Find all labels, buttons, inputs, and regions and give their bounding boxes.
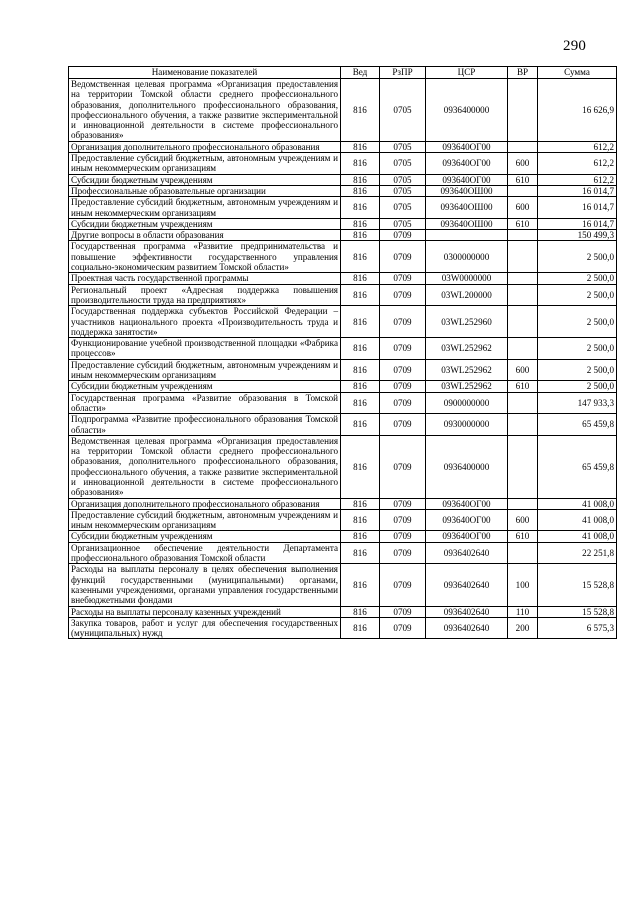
cell-name: Профессиональные образовательные организации bbox=[69, 185, 341, 196]
cell-csr: 03WL252960 bbox=[426, 306, 508, 338]
cell-name: Региональный проект «Адресная поддержка повышения производительности труда на предприятиях» bbox=[69, 284, 341, 306]
cell-csr: 093640ОГ00 bbox=[426, 153, 508, 175]
cell-vr: 600 bbox=[508, 359, 538, 381]
cell-name: Предоставление субсидий бюджетным, автономным учреждениям и иным некоммерческим организациям bbox=[69, 509, 341, 531]
cell-sum: 16 626,9 bbox=[538, 79, 617, 142]
cell-name: Ведомственная целевая программа «Организация предоставления на территории Томской области среднего профессионального образования, дополнительного профессионального образования, профессионального обучения, а также развитие экспериментальной и инновационной деятельности в системе профессионального образования» bbox=[69, 435, 341, 498]
cell-csr: 03WL252962 bbox=[426, 359, 508, 381]
cell-name: Закупка товаров, работ и услуг для обеспечения государственных (муниципальных) нужд bbox=[69, 617, 341, 639]
cell-name: Функционирование учебной производственной площадки «Фабрика процессов» bbox=[69, 338, 341, 360]
cell-ved: 816 bbox=[341, 414, 380, 436]
cell-sum: 2 500,0 bbox=[538, 306, 617, 338]
cell-ved: 816 bbox=[341, 435, 380, 498]
cell-rzpr: 0709 bbox=[380, 381, 426, 392]
cell-rzpr: 0705 bbox=[380, 141, 426, 152]
table-row bbox=[69, 606, 617, 617]
cell-vr: 600 bbox=[508, 509, 538, 531]
cell-name: Расходы на выплаты персоналу в целях обеспечения выполнения функций государственными (муниципальными) органами, казенными учреждениями, органами управления государственными внебюджетными фондами bbox=[69, 564, 341, 606]
cell-rzpr: 0709 bbox=[380, 606, 426, 617]
cell-sum: 15 528,8 bbox=[538, 606, 617, 617]
cell-name: Государственная программа «Развитие образования в Томской области» bbox=[69, 392, 341, 414]
table-row bbox=[69, 185, 617, 196]
cell-rzpr: 0709 bbox=[380, 359, 426, 381]
cell-sum: 612,2 bbox=[538, 153, 617, 175]
cell-vr: 600 bbox=[508, 197, 538, 219]
cell-sum: 2 500,0 bbox=[538, 338, 617, 360]
cell-vr bbox=[508, 284, 538, 306]
cell-csr: 03WL252962 bbox=[426, 338, 508, 360]
cell-rzpr: 0709 bbox=[380, 509, 426, 531]
cell-vr: 200 bbox=[508, 617, 538, 639]
table-row bbox=[69, 174, 617, 185]
cell-ved: 816 bbox=[341, 273, 380, 284]
table-row bbox=[69, 79, 617, 142]
cell-sum: 16 014,7 bbox=[538, 185, 617, 196]
cell-sum: 16 014,7 bbox=[538, 197, 617, 219]
cell-sum: 2 500,0 bbox=[538, 284, 617, 306]
header-rzpr: РзПР bbox=[380, 67, 426, 79]
table-row bbox=[69, 230, 617, 241]
cell-vr bbox=[508, 392, 538, 414]
header-vr: ВР bbox=[508, 67, 538, 79]
cell-vr bbox=[508, 273, 538, 284]
cell-csr bbox=[426, 230, 508, 241]
cell-ved: 816 bbox=[341, 197, 380, 219]
cell-sum: 612,2 bbox=[538, 174, 617, 185]
cell-ved: 816 bbox=[341, 542, 380, 564]
cell-csr: 093640ОГ00 bbox=[426, 141, 508, 152]
cell-rzpr: 0709 bbox=[380, 531, 426, 542]
cell-ved: 816 bbox=[341, 306, 380, 338]
cell-csr: 0936402640 bbox=[426, 617, 508, 639]
cell-sum: 41 008,0 bbox=[538, 498, 617, 509]
cell-csr: 0936402640 bbox=[426, 542, 508, 564]
cell-sum: 16 014,7 bbox=[538, 218, 617, 229]
cell-vr: 100 bbox=[508, 564, 538, 606]
header-sum: Сумма bbox=[538, 67, 617, 79]
cell-name: Организация дополнительного профессионального образования bbox=[69, 498, 341, 509]
cell-rzpr: 0709 bbox=[380, 273, 426, 284]
table-body bbox=[69, 79, 617, 639]
cell-sum: 65 459,8 bbox=[538, 414, 617, 436]
table-row bbox=[69, 273, 617, 284]
cell-ved: 816 bbox=[341, 509, 380, 531]
cell-vr bbox=[508, 306, 538, 338]
cell-rzpr: 0705 bbox=[380, 218, 426, 229]
cell-name: Организация дополнительного профессионального образования bbox=[69, 141, 341, 152]
table-row bbox=[69, 359, 617, 381]
cell-sum: 41 008,0 bbox=[538, 509, 617, 531]
cell-sum: 2 500,0 bbox=[538, 381, 617, 392]
cell-ved: 816 bbox=[341, 218, 380, 229]
cell-sum: 612,2 bbox=[538, 141, 617, 152]
cell-vr: 610 bbox=[508, 174, 538, 185]
cell-csr: 093640ОШ00 bbox=[426, 218, 508, 229]
cell-vr bbox=[508, 498, 538, 509]
cell-name: Субсидии бюджетным учреждениям bbox=[69, 531, 341, 542]
cell-ved: 816 bbox=[341, 359, 380, 381]
header-csr: ЦСР bbox=[426, 67, 508, 79]
cell-rzpr: 0709 bbox=[380, 435, 426, 498]
cell-ved: 816 bbox=[341, 338, 380, 360]
cell-csr: 0900000000 bbox=[426, 392, 508, 414]
cell-sum: 65 459,8 bbox=[538, 435, 617, 498]
cell-sum: 41 008,0 bbox=[538, 531, 617, 542]
cell-csr: 0930000000 bbox=[426, 414, 508, 436]
cell-rzpr: 0709 bbox=[380, 306, 426, 338]
cell-rzpr: 0709 bbox=[380, 392, 426, 414]
cell-csr: 0936400000 bbox=[426, 435, 508, 498]
cell-rzpr: 0705 bbox=[380, 197, 426, 219]
cell-csr: 03WL200000 bbox=[426, 284, 508, 306]
cell-csr: 093640ОШ00 bbox=[426, 185, 508, 196]
cell-vr bbox=[508, 79, 538, 142]
table-row bbox=[69, 392, 617, 414]
cell-vr bbox=[508, 141, 538, 152]
cell-name: Субсидии бюджетным учреждениям bbox=[69, 218, 341, 229]
cell-ved: 816 bbox=[341, 141, 380, 152]
table-row bbox=[69, 284, 617, 306]
cell-sum: 22 251,8 bbox=[538, 542, 617, 564]
table-row bbox=[69, 531, 617, 542]
cell-vr bbox=[508, 241, 538, 273]
cell-csr: 0936402640 bbox=[426, 606, 508, 617]
table-row bbox=[69, 241, 617, 273]
cell-rzpr: 0705 bbox=[380, 185, 426, 196]
cell-rzpr: 0705 bbox=[380, 79, 426, 142]
table-row bbox=[69, 153, 617, 175]
cell-ved: 816 bbox=[341, 498, 380, 509]
cell-vr bbox=[508, 542, 538, 564]
cell-vr bbox=[508, 230, 538, 241]
cell-rzpr: 0709 bbox=[380, 230, 426, 241]
cell-rzpr: 0709 bbox=[380, 241, 426, 273]
cell-name: Субсидии бюджетным учреждениям bbox=[69, 174, 341, 185]
cell-csr: 093640ОШ00 bbox=[426, 197, 508, 219]
cell-csr: 093640ОГ00 bbox=[426, 174, 508, 185]
page-number: 290 bbox=[563, 38, 587, 54]
table-row bbox=[69, 414, 617, 436]
cell-ved: 816 bbox=[341, 617, 380, 639]
cell-rzpr: 0709 bbox=[380, 564, 426, 606]
table-row bbox=[69, 381, 617, 392]
cell-ved: 816 bbox=[341, 185, 380, 196]
cell-csr: 0936400000 bbox=[426, 79, 508, 142]
cell-vr bbox=[508, 338, 538, 360]
cell-csr: 093640ОГ00 bbox=[426, 498, 508, 509]
cell-name: Подпрограмма «Развитие профессионального образования Томской области» bbox=[69, 414, 341, 436]
cell-name: Проектная часть государственной программы bbox=[69, 273, 341, 284]
cell-ved: 816 bbox=[341, 241, 380, 273]
table-row bbox=[69, 509, 617, 531]
table-row bbox=[69, 498, 617, 509]
cell-name: Другие вопросы в области образования bbox=[69, 230, 341, 241]
cell-sum: 2 500,0 bbox=[538, 273, 617, 284]
cell-vr: 610 bbox=[508, 381, 538, 392]
cell-ved: 816 bbox=[341, 153, 380, 175]
cell-sum: 2 500,0 bbox=[538, 241, 617, 273]
cell-sum: 147 933,3 bbox=[538, 392, 617, 414]
cell-name: Предоставление субсидий бюджетным, автономным учреждениям и иным некоммерческим организациям bbox=[69, 153, 341, 175]
cell-ved: 816 bbox=[341, 284, 380, 306]
cell-rzpr: 0709 bbox=[380, 617, 426, 639]
table-row bbox=[69, 617, 617, 639]
cell-name: Государственная программа «Развитие предпринимательства и повышение эффективности государственного управления социально-экономическим развитием Томской области» bbox=[69, 241, 341, 273]
cell-csr: 0936402640 bbox=[426, 564, 508, 606]
table-row bbox=[69, 218, 617, 229]
cell-rzpr: 0709 bbox=[380, 414, 426, 436]
cell-ved: 816 bbox=[341, 606, 380, 617]
cell-ved: 816 bbox=[341, 230, 380, 241]
cell-vr: 610 bbox=[508, 218, 538, 229]
cell-name: Государственная поддержка субъектов Российской Федерации – участников национального проекта «Производительность труда и поддержка занятости» bbox=[69, 306, 341, 338]
table-row bbox=[69, 197, 617, 219]
cell-name: Субсидии бюджетным учреждениям bbox=[69, 381, 341, 392]
cell-sum: 6 575,3 bbox=[538, 617, 617, 639]
cell-csr: 03W0000000 bbox=[426, 273, 508, 284]
cell-name: Организационное обеспечение деятельности Департамента профессионального образования Томской области bbox=[69, 542, 341, 564]
cell-rzpr: 0705 bbox=[380, 153, 426, 175]
cell-ved: 816 bbox=[341, 174, 380, 185]
cell-sum: 2 500,0 bbox=[538, 359, 617, 381]
cell-rzpr: 0705 bbox=[380, 174, 426, 185]
table-row bbox=[69, 141, 617, 152]
cell-rzpr: 0709 bbox=[380, 284, 426, 306]
table-row bbox=[69, 564, 617, 606]
cell-csr: 0300000000 bbox=[426, 241, 508, 273]
cell-csr: 03WL252962 bbox=[426, 381, 508, 392]
cell-vr bbox=[508, 185, 538, 196]
table-row bbox=[69, 435, 617, 498]
cell-vr bbox=[508, 435, 538, 498]
table-row bbox=[69, 338, 617, 360]
header-name: Наименование показателей bbox=[69, 67, 341, 79]
cell-sum: 15 528,8 bbox=[538, 564, 617, 606]
cell-sum: 150 499,3 bbox=[538, 230, 617, 241]
cell-name: Предоставление субсидий бюджетным, автономным учреждениям и иным некоммерческим организациям bbox=[69, 197, 341, 219]
cell-vr bbox=[508, 414, 538, 436]
cell-rzpr: 0709 bbox=[380, 498, 426, 509]
header-ved: Вед bbox=[341, 67, 380, 79]
table-row bbox=[69, 542, 617, 564]
table-header-row bbox=[69, 67, 617, 79]
cell-name: Расходы на выплаты персоналу казенных учреждений bbox=[69, 606, 341, 617]
cell-name: Предоставление субсидий бюджетным, автономным учреждениям и иным некоммерческим организациям bbox=[69, 359, 341, 381]
cell-csr: 093640ОГ00 bbox=[426, 531, 508, 542]
cell-rzpr: 0709 bbox=[380, 338, 426, 360]
cell-vr: 600 bbox=[508, 153, 538, 175]
table-row bbox=[69, 306, 617, 338]
cell-csr: 093640ОГ00 bbox=[426, 509, 508, 531]
cell-ved: 816 bbox=[341, 531, 380, 542]
cell-ved: 816 bbox=[341, 79, 380, 142]
cell-name: Ведомственная целевая программа «Организация предоставления на территории Томской области среднего профессионального образования, дополнительного профессионального образования, профессионального обучения, а также развитие экспериментальной и инновационной деятельности в системе профессионального образования» bbox=[69, 79, 341, 142]
cell-ved: 816 bbox=[341, 381, 380, 392]
cell-vr: 110 bbox=[508, 606, 538, 617]
cell-ved: 816 bbox=[341, 392, 380, 414]
budget-table bbox=[68, 66, 617, 639]
cell-vr: 610 bbox=[508, 531, 538, 542]
cell-ved: 816 bbox=[341, 564, 380, 606]
cell-rzpr: 0709 bbox=[380, 542, 426, 564]
